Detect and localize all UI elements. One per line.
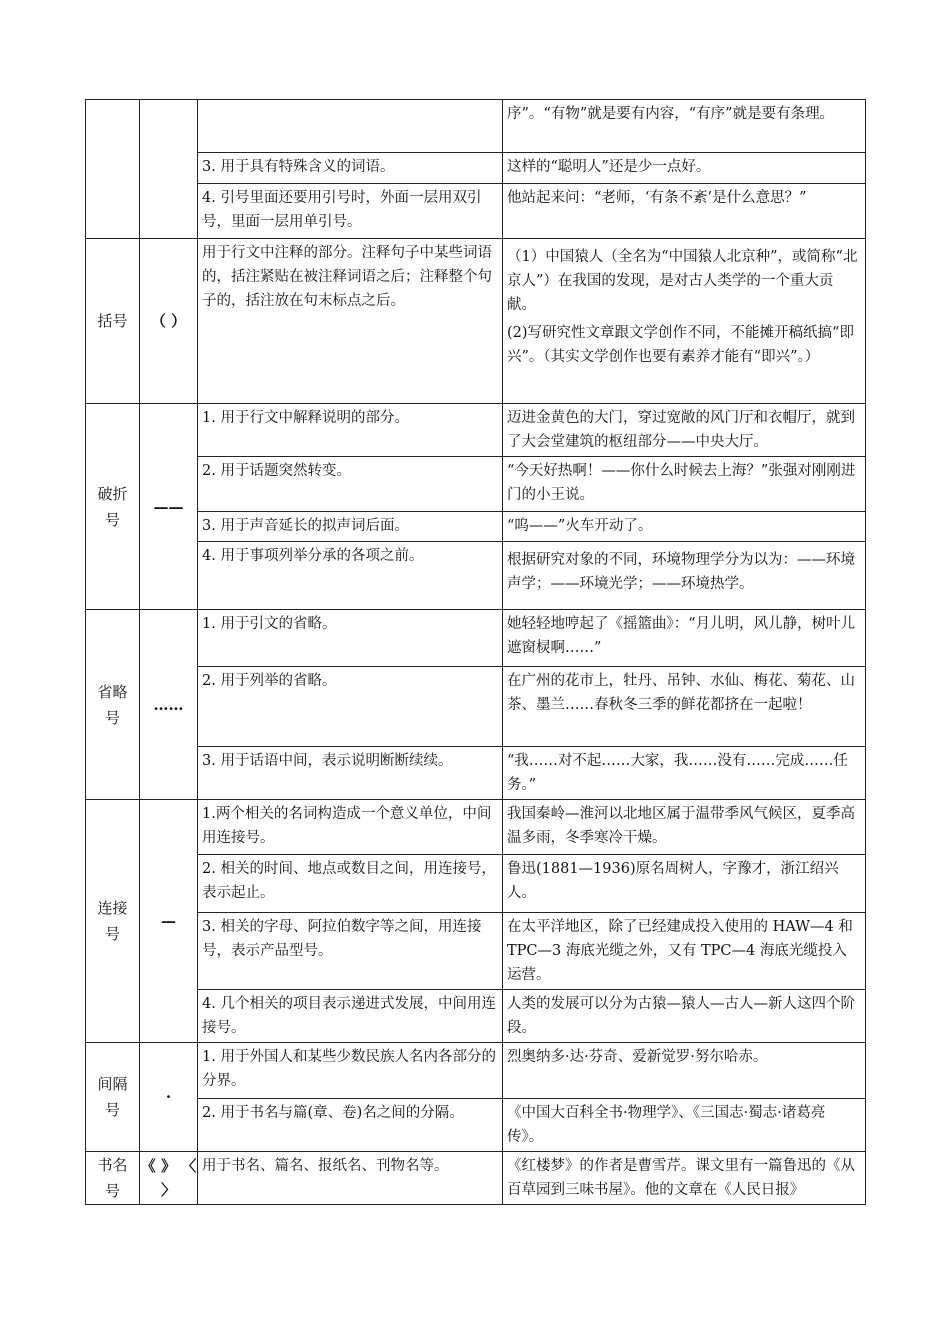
example-text: 在广州的花市上，牡丹、吊钟、水仙、梅花、菊花、山茶、墨兰……春秋冬三季的鲜花都挤在一起啦！ [507,673,855,713]
punctuation-symbol: 《 》 〈 〉 [140,1152,198,1205]
example-text: 《红楼梦》的作者是曹雪芹。课文里有一篇鲁迅的《从百草园到三味书屋》。他的文章在《人民日报》 [507,1158,855,1198]
example-cell [503,457,866,512]
usage-cell: 2. 用于话题突然转变。 [198,457,503,512]
usage-cell: 1. 用于引文的省略。 [198,610,503,667]
punctuation-name: 间隔号 [86,1043,140,1152]
example-cell [503,184,866,239]
example-text: 迈进金黄色的大门，穿过宽敞的风门厅和衣帽厅，就到了大会堂建筑的枢纽部分——中央大厅。 [507,410,855,450]
example-text: 根据研究对象的不同，环境物理学分为以为：——环境声学；——环境光学；——环境热学。 [507,552,855,592]
example-cell [503,239,866,404]
table-row [86,667,866,747]
table-body [86,100,866,1205]
example-cell [503,542,866,610]
punctuation-symbol: （ ） [140,239,198,404]
example-text: 他站起来问：“老师，‘有条不紊’是什么意思？” [507,190,807,206]
example-cell [503,667,866,747]
table-row [86,184,866,239]
punctuation-symbol [140,100,198,239]
punctuation-symbol: …… [140,610,198,800]
example-text: 我国秦岭—淮河以北地区属于温带季风气候区，夏季高温多雨，冬季寒冷干燥。 [507,806,855,846]
usage-cell: 3. 用于声音延长的拟声词后面。 [198,512,503,542]
example-cell [503,1099,866,1152]
example-cell [503,100,866,153]
usage-cell: 3. 相关的字母、阿拉伯数字等之间，用连接号，表示产品型号。 [198,913,503,990]
punctuation-name: 连接号 [86,800,140,1043]
usage-cell: 4. 引号里面还要用引号时，外面一层用双引号，里面一层用单引号。 [198,184,503,239]
punctuation-name: 书名号 [86,1152,140,1205]
example-cell [503,404,866,457]
example-text: 烈奥纳多·达·芬奇、爱新觉罗·努尔哈赤。 [507,1049,768,1065]
example-text: “呜——”火车开动了。 [507,518,653,534]
example-cell [503,1152,866,1205]
usage-cell [198,100,503,153]
table-row [86,610,866,667]
table-row [86,1099,866,1152]
example-text: 鲁迅(1881—1936)原名周树人，字豫才，浙江绍兴人。 [507,861,839,901]
example-cell [503,153,866,184]
usage-cell: 2. 相关的时间、地点或数目之间，用连接号，表示起止。 [198,855,503,913]
punctuation-symbol: — [140,800,198,1043]
example-text: 她轻轻地哼起了《摇篮曲》：“月儿明，风儿静，树叶儿遮窗棂啊……” [507,616,856,656]
table-row [86,512,866,542]
table-row [86,100,866,153]
table-row [86,239,866,404]
table-row [86,542,866,610]
example-text: “今天好热啊！——你什么时候去上海？”张强对刚刚进门的小王说。 [507,463,856,503]
table-row [86,747,866,800]
table-row [86,913,866,990]
usage-cell: 用于行文中注释的部分。注释句子中某些词语的，括注紧贴在被注释词语之后；注释整个句子的，括注放在句末标点之后。 [198,239,503,404]
table-row [86,855,866,913]
usage-cell: 1. 用于行文中解释说明的部分。 [198,404,503,457]
example-text: (2)写研究性文章跟文学创作不同，不能摊开稿纸搞“即兴”。（其实文学创作也要有素养才能有“即兴”。） [507,325,854,365]
example-cell [503,512,866,542]
usage-cell: 1. 用于外国人和某些少数民族人名内各部分的分界。 [198,1043,503,1099]
usage-cell: 4. 几个相关的项目表示递进式发展，中间用连接号。 [198,990,503,1043]
table-row [86,1043,866,1099]
usage-cell: 3. 用于具有特殊含义的词语。 [198,153,503,184]
example-cell [503,990,866,1043]
punctuation-symbol: · [140,1043,198,1152]
usage-cell: 1.两个相关的名词构造成一个意义单位，中间用连接号。 [198,800,503,855]
example-text: （1）中国猿人（全名为“中国猿人北京种”，或简称“北京人”）在我国的发现，是对古人类学的一个重大贡献。 [507,249,858,313]
usage-cell: 2. 用于书名与篇(章、卷)名之间的分隔。 [198,1099,503,1152]
example-cell [503,747,866,800]
punctuation-name: 省略号 [86,610,140,800]
table-row [86,800,866,855]
punctuation-name: 括号 [86,239,140,404]
usage-cell: 3. 用于话语中间，表示说明断断续续。 [198,747,503,800]
example-cell [503,855,866,913]
example-text: 人类的发展可以分为古猿—猿人—古人—新人这四个阶段。 [507,996,855,1036]
punctuation-name: 破折号 [86,404,140,610]
usage-cell: 2. 用于列举的省略。 [198,667,503,747]
punctuation-table [85,99,866,1205]
example-cell [503,610,866,667]
table-row [86,153,866,184]
example-cell [503,800,866,855]
example-cell [503,913,866,990]
example-text: 这样的“聪明人”还是少一点好。 [507,159,711,175]
example-cell [503,1043,866,1099]
table-row [86,404,866,457]
table-row [86,1152,866,1205]
example-text: “我……对不起……大家，我……没有……完成……任务。” [507,753,848,793]
table-row [86,457,866,512]
example-text: 《中国大百科全书·物理学》、《三国志·蜀志·诸葛亮传》。 [507,1105,826,1145]
usage-cell: 4. 用于事项列举分承的各项之前。 [198,542,503,610]
usage-cell: 用于书名、篇名、报纸名、刊物名等。 [198,1152,503,1205]
punctuation-symbol: —— [140,404,198,610]
punctuation-name [86,100,140,239]
example-text: 序”。“有物”就是要有内容，“有序”就是要有条理。 [507,106,835,122]
example-text: 在太平洋地区，除了已经建成投入使用的 HAW—4 和 TPC—3 海底光缆之外，又有 TPC—4 海底光缆投入运营。 [507,919,853,983]
table-row [86,990,866,1043]
